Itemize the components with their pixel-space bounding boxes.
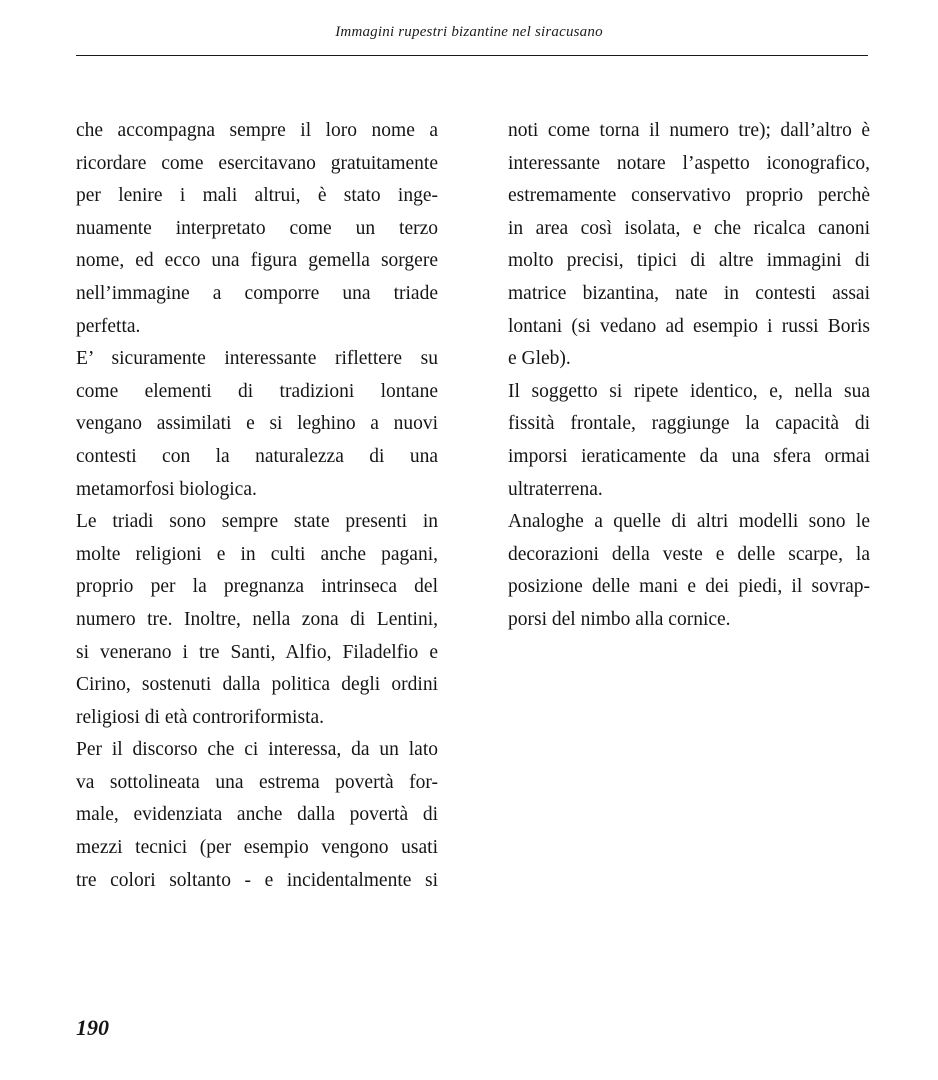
text-line: nell’immagine a comporre una triade (76, 282, 438, 304)
text-line: come elementi di tradizioni lontane (76, 380, 438, 402)
text-line: che accompagna sempre il loro nome a (76, 120, 438, 141)
text-line: nuamente interpretato come un terzo (76, 217, 438, 239)
running-title: Immagini rupestri bizantine nel siracusano (335, 24, 603, 40)
text-line: mezzi tecnici (per esempio vengono usati (76, 837, 438, 859)
text-line: fissità frontale, raggiunge la capacità di (508, 413, 870, 435)
text-line: E’ sicuramente interessante riflettere su (76, 348, 438, 370)
text-line: si venerano i tre Santi, Alfio, Filadelfio e (76, 641, 438, 663)
text-line: molte religioni e in culti anche pagani, (76, 543, 438, 565)
paragraph-end-line: perfetta. (76, 315, 141, 337)
paragraph-end-line: metamorfosi biologica. (76, 478, 257, 500)
paragraph-end-line: religiosi di età controriformista. (76, 706, 325, 728)
text-line: va sottolineata una estrema povertà for- (76, 771, 438, 793)
text-line: numero tre. Inoltre, nella zona di Lentini, (76, 608, 438, 630)
text-line: ricordare come esercitavano gratuitamente (76, 152, 438, 174)
text-line: imporsi ieraticamente da una sfera ormai (508, 445, 870, 467)
text-line: tre colori soltanto - e incidentalmente si (76, 869, 438, 891)
paragraph-end-line: ultraterrena. (508, 478, 603, 500)
header-rule (76, 55, 868, 56)
text-line: lontani (si vedano ad esempio i russi Boris (508, 315, 870, 337)
paragraph-end-line: porsi del nimbo alla cornice. (508, 608, 731, 630)
text-line: Analoghe a quelle di altri modelli sono le (508, 511, 870, 533)
text-line: posizione delle mani e dei piedi, il sovrap- (508, 576, 870, 598)
text-line: Il soggetto si ripete identico, e, nella sua (508, 380, 870, 402)
text-line: matrice bizantina, nate in contesti assai (508, 282, 870, 304)
text-line: per lenire i mali altrui, è stato inge- (76, 185, 438, 207)
text-line: Le triadi sono sempre state presenti in (76, 511, 438, 533)
right-column (508, 115, 870, 637)
left-column (76, 115, 438, 897)
paragraph-end-line: e Gleb). (508, 348, 571, 370)
text-line: nome, ed ecco una figura gemella sorgere (76, 250, 438, 272)
text-line: Per il discorso che ci interessa, da un lato (76, 739, 438, 761)
text-line: molto precisi, tipici di altre immagini di (508, 250, 870, 272)
text-line: vengano assimilati e si leghino a nuovi (76, 413, 438, 435)
text-line: contesti con la naturalezza di una (76, 445, 438, 467)
text-line: estremamente conservativo proprio perchè (508, 185, 870, 207)
text-line: interessante notare l’aspetto iconografico, (508, 152, 870, 174)
page-number: 190 (76, 1015, 109, 1040)
text-line: noti come torna il numero tre); dall’altro è (508, 120, 870, 141)
text-line: male, evidenziata anche dalla povertà di (76, 804, 438, 826)
text-line: proprio per la pregnanza intrinseca del (76, 576, 438, 598)
text-line: decorazioni della veste e delle scarpe, la (508, 543, 870, 565)
text-line: Cirino, sostenuti dalla politica degli ordini (76, 674, 438, 696)
text-line: in area così isolata, e che ricalca canoni (508, 217, 870, 239)
